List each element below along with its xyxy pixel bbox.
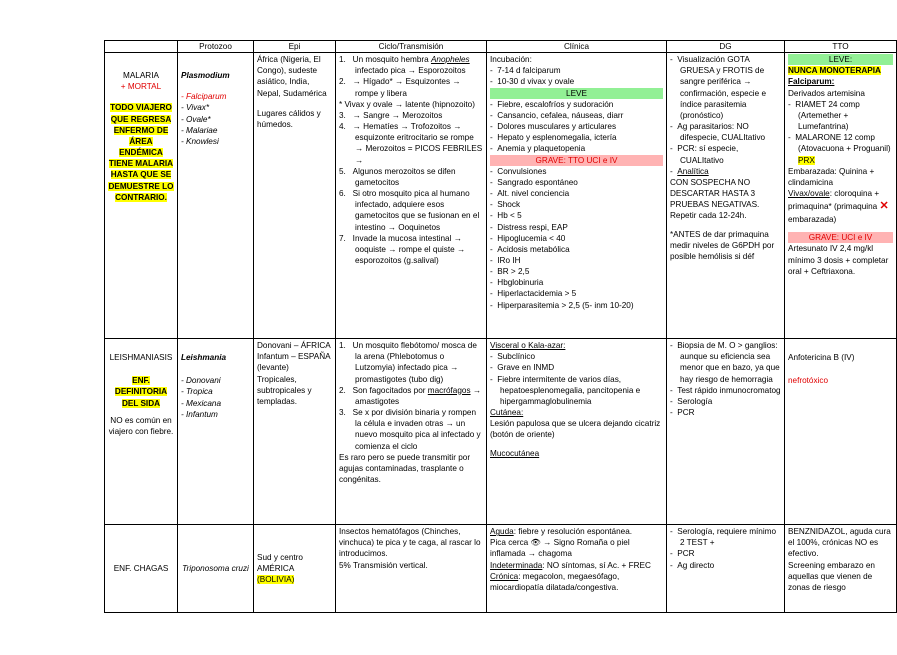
list-item: - Hiperlactacidemia > 5 xyxy=(490,289,577,299)
list-item: - Grave en INMD xyxy=(490,363,555,373)
chagas-tto-screening: Screening embarazo en aquellas que vienen de zonas de riesgo xyxy=(788,560,875,592)
malaria-protozoo-cell xyxy=(178,53,254,339)
chagas-epi-text: Sud y centro AMÉRICA xyxy=(257,552,303,574)
leish-species-tropica: - Tropica xyxy=(181,387,213,397)
malaria-ciclo-step-5: 5. Algunos merozoitos se difen gametocitos xyxy=(339,166,456,187)
list-item: - Hipoglucemia < 40 xyxy=(490,233,566,243)
chagas-tto-main: BENZNIDAZOL, aguda cura el 100%, crónicas NO es efectivo. xyxy=(788,527,891,559)
malaria-clinica-cell xyxy=(487,53,667,339)
table-row-malaria xyxy=(105,53,897,339)
list-item: - Biopsia de M. O > ganglios: aunque su eficiencia sea menor que en bazo, ya que hay riesgo de hemorragia xyxy=(670,341,780,384)
malaria-tto-vivax: Vivax/ovale: cloroquina + primaquina* (primaquina ✕ embarazada) xyxy=(788,189,889,225)
leish-epi-note: Tropicales, subtropicales y templadas. xyxy=(257,374,312,406)
malaria-dg-sospecha: CON SOSPECHA NO DESCARTAR HASTA 3 PRUEBAS NEGATIVAS. xyxy=(670,177,760,210)
malaria-incubacion-label: Incubación: xyxy=(490,55,532,65)
chagas-indeterminada: Indeterminada: NO síntomas, sí Ac. + FREC xyxy=(490,560,651,570)
chagas-ciclo-cell xyxy=(336,525,487,613)
list-item: - Sangrado espontáneo xyxy=(490,177,578,187)
list-item: - Subclínico xyxy=(490,352,536,362)
list-item: - Distress respi, EAP xyxy=(490,222,568,232)
list-item: - Cansancio, cefalea, náuseas, diarr xyxy=(490,110,624,120)
leish-ciclo-step-3: 3. Se x por división binaria y rompen la célula e invaden otras → un nuevo mosquito pica al infectado y comienza el ciclo xyxy=(339,408,481,451)
cross-icon: ✕ xyxy=(879,200,889,213)
list-item: - Anemia y plaquetopenia xyxy=(490,144,586,154)
leish-epi-cell xyxy=(254,339,336,525)
malaria-tto-embarazada: Embarazada: Quinina + clindamicina xyxy=(788,166,875,187)
leish-mucocutanea-label: Mucocutánea xyxy=(490,448,540,458)
list-item: - Hepato y esplenomegalia, ictería xyxy=(490,133,617,143)
malaria-disease-cell xyxy=(105,53,178,339)
malaria-ciclo-step-7: 7. Invade la mucosa intestinal → ooquiste → rompe el quiste → esporozoitos (g.salival) xyxy=(339,233,466,265)
header-row xyxy=(105,41,897,53)
malaria-species-vivax: - Vivax* xyxy=(181,103,210,113)
list-item: - Serología xyxy=(670,396,713,406)
leish-dg-cell xyxy=(667,339,785,525)
chagas-ciclo-vertical: 5% Transmisión vertical. xyxy=(339,560,428,570)
list-item: - Serología, requiere mínimo 2 TEST + xyxy=(670,527,777,548)
leish-visceral-label: Visceral o Kala-azar: xyxy=(490,341,566,351)
list-item: - Visualización GOTA GRUESA y FROTIS de sangre periférica → confirmación, especie e índice parasitemia (pronóstico) xyxy=(670,55,767,120)
malaria-ciclo-step-3: 3. → Sangre → Merozoitos xyxy=(339,110,443,120)
leish-species-donovani: - Donovani xyxy=(181,376,221,386)
leish-cutanea-label: Cutánea: xyxy=(490,408,524,418)
malaria-tto-grave-text: Artesunato IV 2,4 mg/kl mínimo 3 dosis + completar oral + Ceftriaxona. xyxy=(788,244,889,276)
header-disease xyxy=(105,41,178,53)
list-item: - Convulsiones xyxy=(490,166,547,176)
malaria-dg-antes: *ANTES de dar primaquina medir niveles de G6PDH por posible hemólisis si déf xyxy=(670,229,775,261)
header-dg: DG xyxy=(667,41,785,53)
leish-ciclo-step-2: 2. Son fagocitados por macrófagos → amastigotes xyxy=(339,385,482,406)
chagas-clinica-cell xyxy=(487,525,667,613)
header-ciclo: Ciclo/Transmisión xyxy=(336,41,487,53)
leish-tto-nefro: nefrotóxico xyxy=(788,376,829,386)
chagas-ciclo-text: Insectos hematófagos (Chinches, vinchuca) te pica y te caga, al rascar lo introducimos. xyxy=(339,527,481,559)
leish-name: LEISHMANIASIS xyxy=(109,353,173,363)
list-item: - Hb < 5 xyxy=(490,211,522,221)
list-item: - IRo IH xyxy=(490,255,521,265)
header-tto: TTO xyxy=(785,41,897,53)
chagas-epi-cell xyxy=(254,525,336,613)
malaria-dg-repetir: Repetir cada 12-24h. xyxy=(670,211,747,221)
malaria-warning: TODO VIAJERO QUE REGRESA ENFERMO DE ÁREA ENDÉMICA TIENE MALARIA HASTA QUE SE DEMUESTRE LO CONTRARIO. xyxy=(108,103,174,202)
leish-note: NO es común en viajero con fiebre. xyxy=(108,415,174,436)
malaria-tto-nunca: NUNCA MONOTERAPIA xyxy=(788,66,881,76)
chagas-name: ENF. CHAGAS xyxy=(113,564,169,574)
list-item: - PCR: sí especie, CUALItativo xyxy=(670,144,739,165)
malaria-genus: Plasmodium xyxy=(181,71,230,81)
list-item: - Shock xyxy=(490,200,521,210)
leish-species-infantum: - Infantum xyxy=(181,409,218,419)
list-item: - Analítica xyxy=(670,166,709,176)
leish-disease-cell xyxy=(105,339,178,525)
malaria-tto-malarone: - MALARONE 12 comp (Atovacuona + Proguanil) PRX xyxy=(788,133,891,165)
malaria-tto-leve-bar: LEVE: xyxy=(788,54,893,65)
leish-clinica-cell xyxy=(487,339,667,525)
table-row-leishmaniasis xyxy=(105,339,897,525)
chagas-cronica: Crónica: megacolon, megaesófago, miocardiopatía dilatada/congestiva. xyxy=(490,571,620,592)
malaria-tto-cell xyxy=(785,53,897,339)
malaria-ciclo-cell xyxy=(336,53,487,339)
chagas-aguda: Aguda: fiebre y resolución espontánea. xyxy=(490,527,633,537)
leish-ciclo-cell xyxy=(336,339,487,525)
leish-protozoo-cell xyxy=(178,339,254,525)
chagas-epi-bolivia: (BOLIVIA) xyxy=(257,575,295,585)
leish-cutanea-text: Lesión papulosa que se ulcera dejando cicatriz (botón de oriente) xyxy=(490,419,661,440)
malaria-tto-riamet: - RIAMET 24 comp (Artemether + Lumefantrina) xyxy=(788,99,860,132)
chagas-pica: Pica cerca 👁 → Signo Romaña o piel inflamada → chagoma xyxy=(490,538,630,559)
malaria-epi-cell xyxy=(254,53,336,339)
malaria-species-falciparum: - Falciparum xyxy=(181,92,227,102)
list-item: - Hiperparasitemia > 2,5 (5- inm 10-20) xyxy=(490,300,634,310)
list-item: - Fiebre intermitente de varios días, hepatoesplenomegalia, pancitopenia e hipergammaglobulinemia xyxy=(490,374,641,406)
list-item: - Acidosis metabólica xyxy=(490,244,570,254)
malaria-mortal: + MORTAL xyxy=(120,82,162,92)
leish-ciclo-note: Es raro pero se puede transmitir por agujas contaminadas, trasplante o congénitas. xyxy=(339,452,471,485)
list-item: - 7-14 d falciparum xyxy=(490,66,561,76)
header-clinica: Clínica xyxy=(487,41,667,53)
disease-table xyxy=(104,40,897,613)
list-item: - Ag directo xyxy=(670,560,715,570)
leish-ciclo-step-1: 1. Un mosquito flebótomo/ mosca de la arena (Phlebotomus o Lutzomyia) infectado pica → promastigotes (tubo dig) xyxy=(339,341,477,384)
leish-species-mexicana: - Mexicana xyxy=(181,398,222,408)
table-row-chagas xyxy=(105,525,897,613)
leish-tto-cell xyxy=(785,339,897,525)
leish-epi-donovani: Donovani – ÁFRICA xyxy=(257,341,331,351)
malaria-dg-cell xyxy=(667,53,785,339)
malaria-ciclo-step-6: 6. Si otro mosquito pica al humano infectado, adquiere esos gametocitos que se fusionan en el intestino → Ooquinetos xyxy=(339,189,480,232)
malaria-species-ovale: - Ovale* xyxy=(181,114,211,124)
malaria-name: MALARIA xyxy=(123,71,159,81)
malaria-ciclo-step-1: 1. Un mosquito hembra Anopheles infectado pica → Esporozoitos xyxy=(339,55,470,76)
list-item: - PCR xyxy=(670,549,695,559)
list-item: - Hbglobinuria xyxy=(490,278,544,288)
leish-genus: Leishmania xyxy=(181,353,227,363)
list-item: - PCR xyxy=(670,408,695,418)
malaria-epi-note: Lugares cálidos y húmedos. xyxy=(257,108,321,129)
leish-def: ENF. DEFINITORIA DEL SIDA xyxy=(114,376,168,408)
list-item: - Fiebre, escalofríos y sudoración xyxy=(490,99,614,109)
leish-epi-infantum: Infantum – ESPAÑA (levante) xyxy=(257,352,331,373)
list-item: - BR > 2,5 xyxy=(490,267,530,277)
header-protozoo: Protozoo xyxy=(178,41,254,53)
chagas-disease-cell xyxy=(105,525,178,613)
malaria-grave-bar: GRAVE: TTO UCI e IV xyxy=(490,155,663,166)
malaria-ciclo-hipnozoito: * Vivax y ovale → latente (hipnozoito) xyxy=(339,99,475,109)
malaria-tto-grave-bar: GRAVE: UCI e IV xyxy=(788,232,893,243)
malaria-tto-derivados: Derivados artemisina xyxy=(788,88,865,98)
list-item: - 10-30 d vivax y ovale xyxy=(490,77,575,87)
list-item: - Alt. nivel conciencia xyxy=(490,189,570,199)
malaria-ciclo-step-4: 4. → Hematíes → Trofozoitos → esquizonte eritrocitario se rompe → Merozoitos = PICOS FEBRILES → xyxy=(339,122,483,165)
malaria-ciclo-step-2: 2. → Hígado* → Esquizontes → rompe y libera xyxy=(339,77,461,98)
malaria-tto-falciparum: Falciparum: xyxy=(788,77,835,87)
list-item: - Dolores musculares y articulares xyxy=(490,122,617,132)
list-item: - Ag parasitarios: NO difespecie, CUALItativo xyxy=(670,122,766,143)
chagas-tto-cell xyxy=(785,525,897,613)
list-item: - Test rápido inmunocromatog xyxy=(670,385,781,395)
chagas-dg-cell xyxy=(667,525,785,613)
chagas-genus: Triponosoma cruzi xyxy=(182,564,249,574)
malaria-species-malariae: - Malariae xyxy=(181,125,218,135)
chagas-protozoo-cell xyxy=(178,525,254,613)
malaria-leve-bar: LEVE xyxy=(490,88,663,99)
leish-tto-main: Anfotericina B (IV) xyxy=(788,353,855,363)
header-epi: Epi xyxy=(254,41,336,53)
malaria-epi-regions: África (Nigeria, El Congo), sudeste asiático, India, Nepal, Sudamérica xyxy=(257,55,327,98)
malaria-species-knowlesi: - Knowlesi xyxy=(181,136,219,146)
